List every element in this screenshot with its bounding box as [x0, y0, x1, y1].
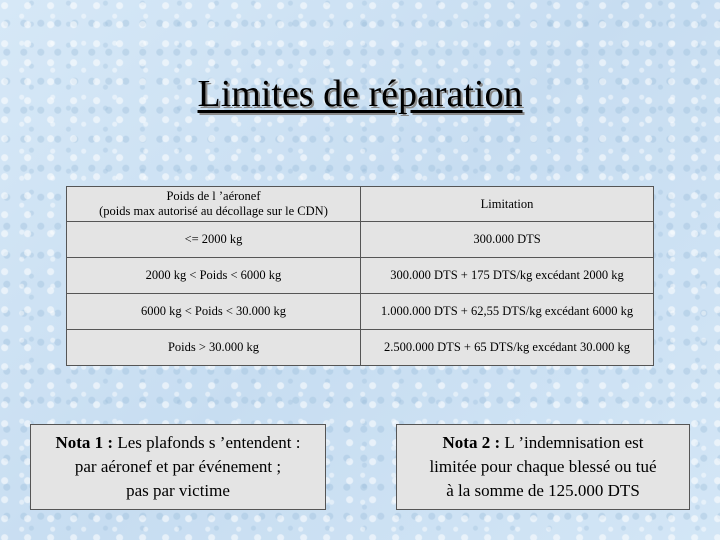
nota-1-line3: pas par victime [126, 481, 230, 500]
nota-1-box [30, 424, 326, 510]
table-row [67, 258, 654, 294]
nota-2-label: Nota 2 : [442, 433, 501, 452]
header-weight-label: Poids de l ’aéronef [166, 189, 261, 203]
weight-cell: 2000 kg < Poids < 6000 kg [67, 258, 361, 294]
header-weight-sublabel: (poids max autorisé au décollage sur le CDN) [99, 204, 328, 218]
nota-1-text [55, 431, 300, 503]
weight-cell: <= 2000 kg [67, 222, 361, 258]
nota-1-line1: Les plafonds s ’entendent : [113, 433, 301, 452]
slide-title: Limites de réparation [197, 73, 523, 115]
table-row [67, 222, 654, 258]
header-weight-cell [67, 187, 361, 222]
nota-2-line3: à la somme de 125.000 DTS [446, 481, 640, 500]
table-row [67, 294, 654, 330]
limit-cell: 1.000.000 DTS + 62,55 DTS/kg excédant 6000 kg [361, 294, 654, 330]
limit-cell: 2.500.000 DTS + 65 DTS/kg excédant 30.000 kg [361, 330, 654, 366]
nota-1-label: Nota 1 : [55, 433, 114, 452]
nota-1-line2: par aéronef et par événement ; [74, 457, 282, 476]
nota-2-line2: limitée pour chaque blessé ou tué [429, 457, 657, 476]
limit-cell: 300.000 DTS [361, 222, 654, 258]
limit-cell: 300.000 DTS + 175 DTS/kg excédant 2000 kg [361, 258, 654, 294]
table-header-row [67, 187, 654, 222]
nota-2-line1: L ’indemnisation est [500, 433, 644, 452]
weight-cell: Poids > 30.000 kg [67, 330, 361, 366]
limits-table [66, 186, 654, 366]
weight-cell: 6000 kg < Poids < 30.000 kg [67, 294, 361, 330]
nota-2-text [429, 431, 656, 503]
nota-2-box [396, 424, 690, 510]
table-row [67, 330, 654, 366]
header-limitation-cell: Limitation [361, 187, 654, 222]
